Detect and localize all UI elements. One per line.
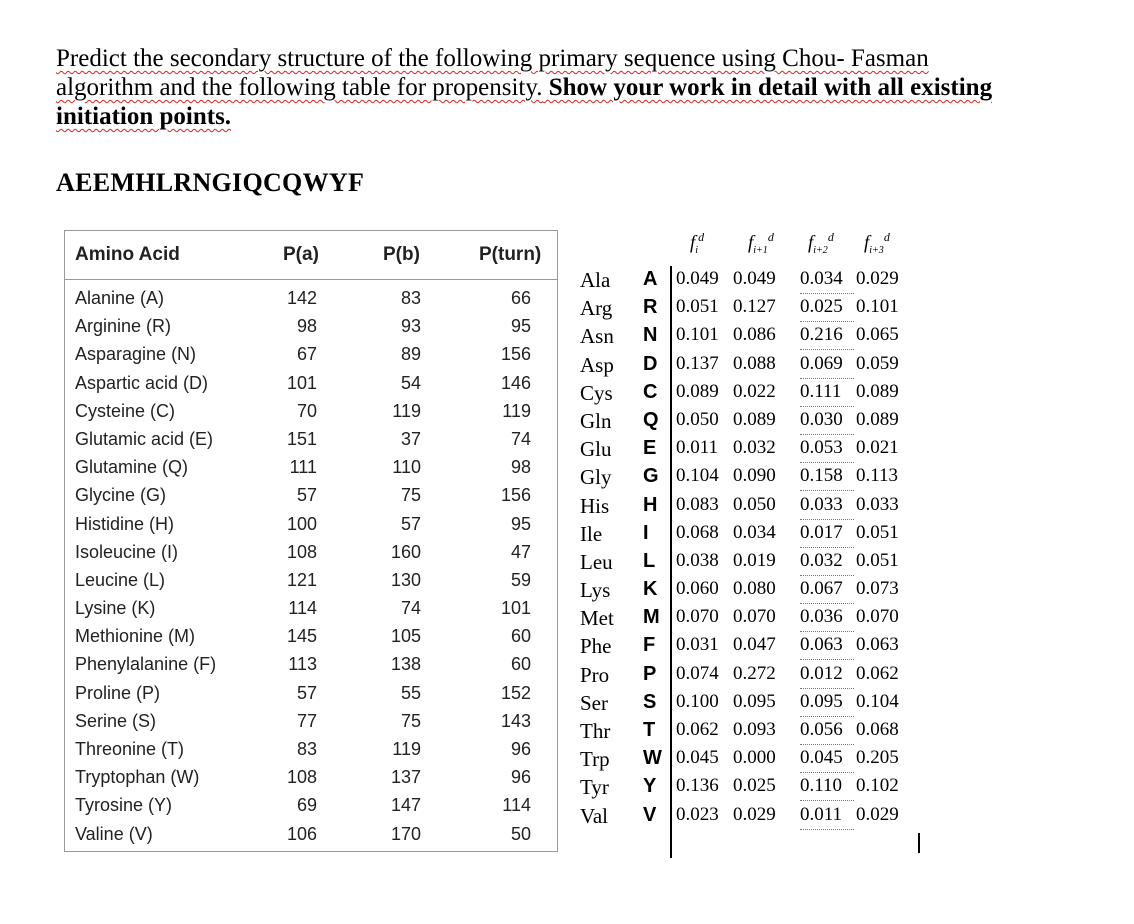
frequency-value: 0.034 [733,521,776,543]
frequency-value: 0.089 [676,380,719,402]
turn-frequency-row [568,691,928,719]
propensity-row [65,313,557,341]
frequency-value: 0.029 [856,268,899,289]
header-fi1: $f_{i+1}^d$ [748,230,774,257]
pb-value: 74 [400,598,421,619]
pb-value: 54 [400,372,421,393]
dotted-underline [800,575,854,576]
turn-frequency-row [568,381,928,409]
residue-one-letter: G [643,465,659,488]
amino-acid-name: Methionine (M) [75,626,196,647]
frequency-value: 0.050 [676,408,719,430]
residue-one-letter: S [643,690,657,713]
dotted-underline [800,688,854,689]
residue-three-letter: Phe [580,634,612,659]
frequency-value: 0.089 [856,380,899,402]
turn-frequency-row [568,578,928,606]
turn-frequency-row [568,353,928,381]
propensity-table-body [65,285,557,849]
frequency-value: 0.205 [856,747,899,769]
header-fi2: $f_{i+2}^d$ [808,230,834,257]
propensity-row [65,680,557,708]
amino-acid-name: Glutamic acid (E) [75,428,214,449]
pa-value: 145 [286,626,317,647]
residue-one-letter: N [643,324,658,347]
question-line-1 [56,44,1086,73]
residue-three-letter: Gln [580,408,612,433]
frequency-value: 0.089 [733,408,776,430]
residue-one-letter: V [643,803,657,826]
residue-three-letter: Asp [580,352,614,377]
amino-acid-name: Tyrosine (Y) [75,795,173,816]
propensity-table [64,230,558,852]
pturn-value: 143 [500,710,531,731]
header-pa: P(a) [283,244,319,265]
amino-acid-name: Alanine (A) [75,288,165,308]
residue-one-letter: I [643,521,649,544]
propensity-row [65,708,557,736]
propensity-row [65,341,557,369]
turn-frequency-table [568,226,928,856]
frequency-value: 0.031 [676,634,719,656]
amino-acid-name: Phenylalanine (F) [75,654,217,675]
pa-value: 67 [296,344,317,365]
frequency-value: 0.102 [856,775,899,797]
frequency-value: 0.011 [800,803,843,825]
pturn-value: 114 [502,795,531,816]
frequency-value: 0.000 [733,747,776,769]
turn-frequency-row [568,522,928,550]
amino-acid-name: Aspartic acid (D) [75,372,209,393]
turn-frequency-row [568,747,928,775]
question-line-3 [56,102,1086,131]
pturn-value: 156 [500,344,531,365]
pa-value: 113 [288,654,317,675]
residue-one-letter: P [643,662,657,685]
propensity-row [65,398,557,426]
pb-value: 75 [400,710,421,731]
dotted-underline [800,631,854,632]
residue-three-letter: Asn [580,324,614,349]
frequency-value: 0.104 [856,690,899,712]
residue-three-letter: Arg [580,296,613,321]
dotted-underline [800,829,854,830]
residue-three-letter: Pro [580,662,610,687]
turn-frequency-row [568,409,928,437]
frequency-value: 0.089 [856,408,899,430]
frequency-value: 0.047 [733,634,776,656]
frequency-value: 0.063 [800,634,843,656]
turn-frequency-row [568,268,928,296]
pb-value: 119 [392,400,421,421]
frequency-value: 0.025 [733,775,776,797]
frequency-value: 0.127 [733,296,776,318]
frequency-value: 0.073 [856,578,899,600]
pa-value: 108 [286,541,317,562]
frequency-value: 0.100 [676,690,719,712]
dotted-underline [800,519,854,520]
propensity-row [65,370,557,398]
amino-acid-name: Cysteine (C) [75,400,176,421]
question-line-3-text: initiation points. [56,103,232,130]
question-line-1-text: Predict the secondary structure of the following primary sequence using Chou- Fasman [56,45,929,72]
dotted-underline [800,349,854,350]
pb-value: 83 [400,288,421,308]
propensity-row [65,595,557,623]
primary-sequence: AEEMHLRNGIQCQWYF [56,168,365,197]
pturn-value: 59 [510,569,531,590]
turn-frequency-row [568,465,928,493]
pb-value: 93 [400,316,421,337]
pturn-value: 60 [510,654,531,675]
amino-acid-name: Histidine (H) [75,513,175,534]
residue-three-letter: Val [580,803,608,828]
turn-frequency-row [568,324,928,352]
pa-value: 114 [288,598,317,619]
frequency-value: 0.062 [856,662,899,684]
pa-value: 101 [286,372,317,393]
frequency-value: 0.083 [676,493,719,515]
amino-acid-name: Asparagine (N) [75,344,197,365]
frequency-value: 0.045 [676,747,719,769]
frequency-value: 0.022 [733,380,776,402]
header-fi3: $f_{i+3}^d$ [864,230,890,257]
dotted-underline [800,490,854,491]
frequency-value: 0.019 [733,549,776,571]
propensity-row [65,426,557,454]
pb-value: 75 [400,485,421,506]
residue-one-letter: Y [643,775,657,798]
pa-value: 69 [296,795,317,816]
frequency-value: 0.045 [800,747,843,769]
pa-value: 108 [286,767,317,788]
header-amino-acid: Amino Acid [75,244,180,265]
pb-value: 119 [392,739,421,759]
frequency-value: 0.062 [676,719,719,740]
frequency-value: 0.051 [676,296,719,318]
pa-value: 57 [296,682,317,703]
frequency-value: 0.060 [676,578,719,600]
pa-value: 106 [286,823,317,844]
pa-value: 100 [286,513,317,534]
residue-one-letter: M [643,606,660,629]
turn-frequency-row [568,719,928,747]
amino-acid-name: Lysine (K) [75,598,156,619]
frequency-value: 0.032 [800,549,843,571]
propensity-row [65,482,557,510]
dotted-underline [800,406,854,407]
frequency-value: 0.074 [676,662,719,684]
residue-one-letter: E [643,437,657,460]
frequency-value: 0.017 [800,521,843,543]
residue-three-letter: Tyr [580,775,609,800]
pa-value: 121 [286,569,317,590]
frequency-value: 0.051 [856,549,899,571]
frequency-value: 0.113 [856,465,899,487]
text-cursor [918,833,920,853]
amino-acid-name: Valine (V) [75,823,153,844]
residue-one-letter: C [643,380,658,403]
pturn-value: 95 [510,513,531,534]
pa-value: 111 [289,457,317,478]
pb-value: 89 [400,344,421,365]
residue-one-letter: R [643,296,658,319]
frequency-value: 0.038 [676,549,719,571]
frequency-value: 0.034 [800,268,843,289]
turn-frequency-row [568,663,928,691]
residue-three-letter: Ile [580,521,603,546]
frequency-value: 0.095 [733,690,776,712]
frequency-value: 0.104 [676,465,719,487]
residue-one-letter: Q [643,408,659,431]
propensity-row [65,792,557,820]
dotted-underline [800,378,854,379]
pb-value: 147 [390,795,421,816]
frequency-value: 0.032 [733,437,776,459]
propensity-row [65,539,557,567]
turn-frequency-body [568,268,928,832]
frequency-value: 0.012 [800,662,843,684]
frequency-value: 0.059 [856,352,899,374]
pb-value: 105 [390,626,421,647]
pturn-value: 50 [510,823,531,844]
amino-acid-name: Proline (P) [75,682,161,703]
pturn-value: 101 [500,598,531,619]
pa-value: 57 [296,485,317,506]
frequency-value: 0.216 [800,324,843,346]
turn-frequency-row [568,550,928,578]
pturn-value: 47 [510,541,531,562]
turn-frequency-row [568,494,928,522]
frequency-value: 0.050 [733,493,776,515]
dotted-underline [800,659,854,660]
pa-value: 77 [296,710,317,731]
pturn-value: 98 [510,457,531,478]
frequency-value: 0.158 [800,465,843,487]
dotted-underline [800,603,854,604]
pturn-value: 96 [510,739,531,759]
residue-one-letter: K [643,578,658,601]
pb-value: 137 [390,767,421,788]
pb-value: 57 [400,513,421,534]
pb-value: 37 [400,428,421,449]
propensity-row [65,567,557,595]
residue-three-letter: Met [580,606,614,631]
pb-value: 138 [390,654,421,675]
amino-acid-name: Threonine (T) [75,739,185,759]
frequency-value: 0.069 [800,352,843,374]
amino-acid-name: Isoleucine (I) [75,541,179,562]
frequency-value: 0.070 [676,606,719,628]
frequency-value: 0.101 [856,296,899,318]
frequency-value: 0.036 [800,606,843,628]
dotted-underline [800,462,854,463]
pturn-value: 119 [502,400,531,421]
amino-acid-name: Arginine (R) [75,316,172,337]
amino-acid-name: Leucine (L) [75,569,166,590]
frequency-value: 0.033 [800,493,843,515]
pb-value: 55 [400,682,421,703]
residue-one-letter: T [643,719,656,741]
amino-acid-name: Serine (S) [75,710,157,731]
propensity-row [65,285,557,313]
dotted-underline [800,321,854,322]
pb-value: 110 [392,457,421,478]
propensity-row [65,821,557,849]
frequency-value: 0.056 [800,719,843,740]
dotted-underline [800,800,854,801]
residue-three-letter: His [580,493,610,518]
residue-one-letter: A [643,268,658,290]
frequency-value: 0.080 [733,578,776,600]
header-fi: $f_i^d$ [690,230,705,257]
residue-one-letter: F [643,634,656,657]
dotted-underline [800,772,854,773]
propensity-row [65,651,557,679]
pb-value: 130 [390,569,421,590]
frequency-value: 0.021 [856,437,899,459]
turn-frequency-row [568,804,928,832]
residue-one-letter: L [643,549,656,572]
residue-three-letter: Cys [580,380,613,405]
amino-acid-name: Glutamine (Q) [75,457,189,478]
frequency-value: 0.090 [733,465,776,487]
frequency-value: 0.029 [856,803,899,825]
turn-frequency-row [568,775,928,803]
pturn-value: 66 [510,288,531,308]
frequency-value: 0.053 [800,437,843,459]
frequency-value: 0.029 [733,803,776,825]
turn-frequency-row [568,296,928,324]
residue-three-letter: Ser [580,690,608,715]
dotted-underline [800,434,854,435]
amino-acid-name: Glycine (G) [75,485,167,506]
frequency-value: 0.023 [676,803,719,825]
frequency-value: 0.070 [733,606,776,628]
dotted-underline [800,744,854,745]
question-line-2 [56,73,1086,102]
frequency-value: 0.137 [676,352,719,374]
frequency-value: 0.110 [800,775,843,797]
frequency-value: 0.033 [856,493,899,515]
propensity-row [65,764,557,792]
pturn-value: 74 [510,428,531,449]
frequency-value: 0.011 [676,437,719,459]
dotted-underline [800,293,854,294]
question-text [56,44,1086,131]
frequency-value: 0.095 [800,690,843,712]
dotted-underline [800,547,854,548]
pturn-value: 60 [510,626,531,647]
propensity-table-header [65,231,557,280]
pturn-value: 96 [510,767,531,788]
turn-frequency-row [568,606,928,634]
frequency-value: 0.136 [676,775,719,797]
pa-value: 70 [296,400,317,421]
propensity-row [65,623,557,651]
pa-value: 98 [296,316,317,337]
question-line-2-bold: Show your work in detail with all existing [542,74,993,101]
turn-frequency-header [568,226,928,264]
question-line-2-text: algorithm and the following table for propensity. [56,74,543,101]
frequency-value: 0.049 [733,268,776,289]
residue-three-letter: Trp [580,747,610,772]
turn-frequency-row [568,437,928,465]
frequency-value: 0.272 [733,662,776,684]
frequency-value: 0.111 [800,380,842,402]
propensity-row [65,511,557,539]
frequency-value: 0.068 [856,719,899,740]
pturn-value: 95 [510,316,531,337]
pa-value: 151 [286,428,317,449]
residue-one-letter: D [643,352,658,375]
residue-three-letter: Lys [580,578,611,603]
residue-three-letter: Thr [580,719,611,743]
frequency-value: 0.070 [856,606,899,628]
frequency-value: 0.067 [800,578,843,600]
residue-three-letter: Leu [580,549,613,574]
residue-one-letter: W [643,747,662,770]
propensity-row [65,736,557,764]
frequency-value: 0.065 [856,324,899,346]
pa-value: 83 [296,739,317,759]
frequency-value: 0.051 [856,521,899,543]
frequency-value: 0.063 [856,634,899,656]
residue-one-letter: H [643,493,658,516]
frequency-value: 0.086 [733,324,776,346]
header-pturn: P(turn) [479,244,542,265]
header-pb: P(b) [383,244,420,265]
turn-frequency-row [568,634,928,662]
pb-value: 160 [390,541,421,562]
pturn-value: 152 [500,682,531,703]
propensity-row [65,454,557,482]
residue-three-letter: Ala [580,268,611,292]
dotted-underline [800,716,854,717]
amino-acid-name: Tryptophan (W) [75,767,200,788]
frequency-value: 0.030 [800,408,843,430]
frequency-value: 0.088 [733,352,776,374]
frequency-value: 0.025 [800,296,843,318]
frequency-value: 0.093 [733,719,776,740]
pturn-value: 146 [500,372,531,393]
pa-value: 142 [286,288,317,308]
pb-value: 170 [390,823,421,844]
residue-three-letter: Gly [580,465,612,490]
frequency-value: 0.068 [676,521,719,543]
residue-three-letter: Glu [580,437,612,462]
pturn-value: 156 [500,485,531,506]
frequency-value: 0.049 [676,268,719,289]
frequency-value: 0.101 [676,324,719,346]
